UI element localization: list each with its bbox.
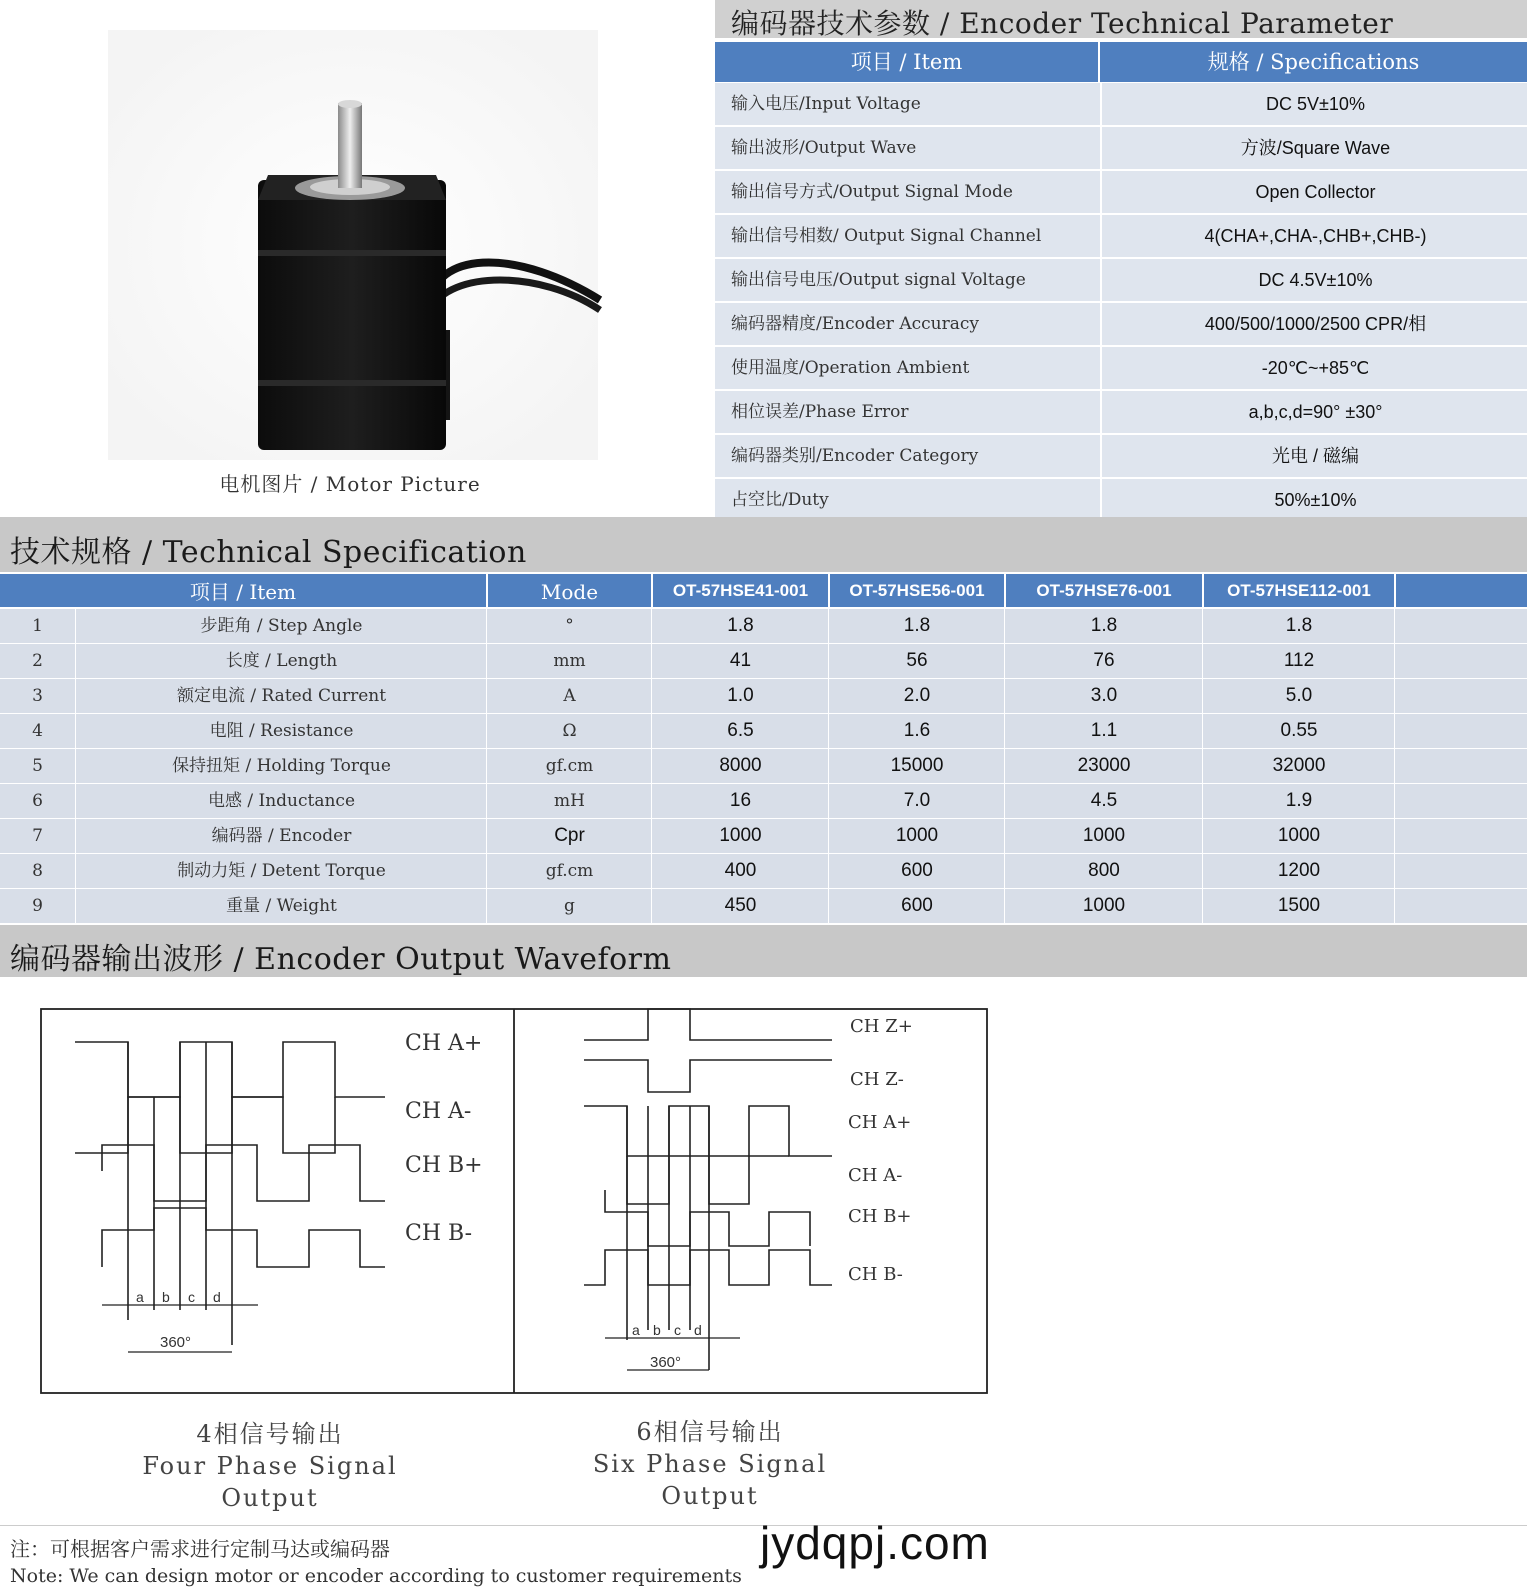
row-value: 0.55 xyxy=(1204,714,1395,748)
row-unit: Ω xyxy=(488,714,652,748)
row-item: 步距角 / Step Angle xyxy=(77,609,487,643)
encoder-row-spec: -20℃~+85℃ xyxy=(1100,347,1527,389)
motor-picture-caption: 电机图片 / Motor Picture xyxy=(219,472,481,496)
row-unit: gf.cm xyxy=(488,749,652,783)
row-item: 编码器 / Encoder xyxy=(77,819,487,853)
four-phase-phase-label: c xyxy=(188,1289,195,1305)
row-value: 15000 xyxy=(830,749,1005,783)
row-value: 450 xyxy=(653,889,829,923)
table-row xyxy=(0,644,1527,679)
table-row xyxy=(0,889,1527,924)
row-value: 1.9 xyxy=(1204,784,1395,818)
row-number: 3 xyxy=(0,679,76,713)
four-phase-period-label: 360° xyxy=(160,1334,192,1351)
motor-image xyxy=(0,0,715,470)
row-item: 长度 / Length xyxy=(77,644,487,678)
encoder-row-item: 相位误差/Phase Error xyxy=(731,402,909,422)
table-row xyxy=(0,714,1527,749)
row-unit: ° xyxy=(488,609,652,643)
encoder-row-spec: Open Collector xyxy=(1100,171,1527,213)
row-value: 32000 xyxy=(1204,749,1395,783)
tech-header-mode: Mode xyxy=(488,574,651,607)
waveform-diagram xyxy=(0,990,1000,1400)
encoder-row xyxy=(715,83,1527,127)
six-phase-caption xyxy=(540,1416,880,1512)
row-value: 1.0 xyxy=(653,679,829,713)
encoder-row xyxy=(715,435,1527,479)
encoder-row-spec: 方波/Square Wave xyxy=(1100,127,1527,169)
row-value: 3.0 xyxy=(1006,679,1203,713)
row-value: 1000 xyxy=(1204,819,1395,853)
six-phase-channel-label: CH A+ xyxy=(848,1112,912,1133)
table-row xyxy=(0,679,1527,714)
tech-spec-section-title: 技术规格 / Technical Specification xyxy=(10,535,527,570)
row-item: 额定电流 / Rated Current xyxy=(77,679,487,713)
encoder-row-spec: DC 4.5V±10% xyxy=(1100,259,1527,301)
row-unit: g xyxy=(488,889,652,923)
row-value: 1.8 xyxy=(1006,609,1203,643)
row-item: 制动力矩 / Detent Torque xyxy=(77,854,487,888)
six-phase-phase-label: b xyxy=(653,1322,661,1338)
encoder-row xyxy=(715,303,1527,347)
tech-header-model: OT-57HSE112-001 xyxy=(1204,574,1394,607)
encoder-header-spec: 规格 / Specifications xyxy=(1100,42,1527,82)
encoder-row-item: 占空比/Duty xyxy=(731,490,829,510)
row-unit: Cpr xyxy=(488,819,652,853)
row-number: 6 xyxy=(0,784,76,818)
encoder-row-spec: 50%±10% xyxy=(1100,479,1527,521)
table-row xyxy=(0,784,1527,819)
four-phase-channel-label: CH A+ xyxy=(405,1031,483,1056)
row-value: 1.6 xyxy=(830,714,1005,748)
six-phase-phase-label: a xyxy=(632,1322,640,1338)
encoder-row xyxy=(715,391,1527,435)
waveform-section-title: 编码器输出波形 / Encoder Output Waveform xyxy=(10,942,672,977)
row-value: 1.8 xyxy=(653,609,829,643)
table-row xyxy=(0,609,1527,644)
four-phase-channel-label: CH B+ xyxy=(405,1153,483,1178)
footer-note-cn: 注：可根据客户需求进行定制马达或编码器 xyxy=(10,1537,390,1561)
row-number: 1 xyxy=(0,609,76,643)
row-value: 1.8 xyxy=(1204,609,1395,643)
encoder-row-spec: 光电 / 磁编 xyxy=(1100,435,1527,477)
four-phase-channel-label: CH A- xyxy=(405,1099,472,1124)
table-row xyxy=(0,819,1527,854)
row-value: 2.0 xyxy=(830,679,1005,713)
row-number: 9 xyxy=(0,889,76,923)
row-item: 电阻 / Resistance xyxy=(77,714,487,748)
encoder-row-item: 输出信号电压/Output signal Voltage xyxy=(731,270,1026,290)
row-value: 1000 xyxy=(653,819,829,853)
row-value: 41 xyxy=(653,644,829,678)
encoder-row-spec: 400/500/1000/2500 CPR/相 xyxy=(1100,303,1527,345)
row-value: 1000 xyxy=(1006,889,1203,923)
six-phase-period-label: 360° xyxy=(650,1354,682,1371)
row-number: 7 xyxy=(0,819,76,853)
six-phase-phase-label: c xyxy=(674,1322,681,1338)
row-unit: gf.cm xyxy=(488,854,652,888)
row-value: 6.5 xyxy=(653,714,829,748)
four-phase-phase-label: d xyxy=(213,1289,221,1305)
encoder-row-item: 编码器精度/Encoder Accuracy xyxy=(731,314,979,334)
row-value: 1000 xyxy=(830,819,1005,853)
row-number: 2 xyxy=(0,644,76,678)
encoder-row xyxy=(715,215,1527,259)
encoder-section-title: 编码器技术参数 / Encoder Technical Parameter xyxy=(731,7,1394,40)
tech-header-empty xyxy=(1396,574,1527,607)
encoder-row xyxy=(715,127,1527,171)
row-value: 800 xyxy=(1006,854,1203,888)
six-phase-channel-label: CH A- xyxy=(848,1165,903,1186)
six-phase-caption-cn: 6相信号输出 xyxy=(636,1418,784,1446)
row-value: 4.5 xyxy=(1006,784,1203,818)
four-phase-caption xyxy=(100,1418,440,1514)
six-phase-channel-label: CH B+ xyxy=(848,1206,912,1227)
encoder-row-item: 输出波形/Output Wave xyxy=(731,138,917,158)
six-phase-channel-label: CH B- xyxy=(848,1264,903,1285)
four-phase-caption-cn: 4相信号输出 xyxy=(196,1420,344,1448)
tech-header-item: 项目 / Item xyxy=(0,574,486,607)
table-row xyxy=(0,749,1527,784)
encoder-row-spec: a,b,c,d=90° ±30° xyxy=(1100,391,1527,433)
encoder-row-spec: DC 5V±10% xyxy=(1100,83,1527,125)
row-value: 1.1 xyxy=(1006,714,1203,748)
row-value: 16 xyxy=(653,784,829,818)
four-phase-phase-label: a xyxy=(136,1289,144,1305)
encoder-header-item: 项目 / Item xyxy=(715,42,1098,82)
encoder-row xyxy=(715,347,1527,391)
row-value: 112 xyxy=(1204,644,1395,678)
four-phase-channel-label: CH B- xyxy=(405,1221,473,1246)
row-item: 电感 / Inductance xyxy=(77,784,487,818)
row-number: 5 xyxy=(0,749,76,783)
encoder-row-spec: 4(CHA+,CHA-,CHB+,CHB-) xyxy=(1100,215,1527,257)
encoder-row-item: 使用温度/Operation Ambient xyxy=(731,358,970,378)
four-phase-caption-en: Four Phase Signal Output xyxy=(142,1452,398,1512)
encoder-row-item: 输入电压/Input Voltage xyxy=(731,94,921,114)
row-unit: A xyxy=(488,679,652,713)
row-value: 600 xyxy=(830,889,1005,923)
encoder-row-item: 输出信号相数/ Output Signal Channel xyxy=(731,226,1042,246)
row-value: 1200 xyxy=(1204,854,1395,888)
row-item: 重量 / Weight xyxy=(77,889,487,923)
row-value: 23000 xyxy=(1006,749,1203,783)
row-value: 1.8 xyxy=(830,609,1005,643)
row-value: 76 xyxy=(1006,644,1203,678)
row-value: 1500 xyxy=(1204,889,1395,923)
motor-picture-panel xyxy=(0,0,715,515)
encoder-row-item: 输出信号方式/Output Signal Mode xyxy=(731,182,1013,202)
row-value: 600 xyxy=(830,854,1005,888)
row-value: 7.0 xyxy=(830,784,1005,818)
footer-note-en: Note: We can design motor or encoder according to customer requirements xyxy=(10,1565,742,1587)
encoder-row xyxy=(715,171,1527,215)
row-value: 5.0 xyxy=(1204,679,1395,713)
watermark-text: jydqpj.com xyxy=(760,1517,990,1569)
tech-header-model: OT-57HSE56-001 xyxy=(830,574,1004,607)
six-phase-channel-label: CH Z+ xyxy=(850,1016,913,1037)
row-item: 保持扭矩 / Holding Torque xyxy=(77,749,487,783)
tech-header-model: OT-57HSE76-001 xyxy=(1006,574,1202,607)
row-value: 400 xyxy=(653,854,829,888)
encoder-row-item: 编码器类别/Encoder Category xyxy=(731,446,979,466)
row-value: 1000 xyxy=(1006,819,1203,853)
tech-header-model: OT-57HSE41-001 xyxy=(653,574,828,607)
table-row xyxy=(0,854,1527,889)
row-number: 8 xyxy=(0,854,76,888)
row-number: 4 xyxy=(0,714,76,748)
row-unit: mH xyxy=(488,784,652,818)
six-phase-channel-label: CH Z- xyxy=(850,1069,904,1090)
row-value: 8000 xyxy=(653,749,829,783)
six-phase-phase-label: d xyxy=(694,1322,702,1338)
row-value: 56 xyxy=(830,644,1005,678)
encoder-row xyxy=(715,259,1527,303)
four-phase-phase-label: b xyxy=(162,1289,170,1305)
row-unit: mm xyxy=(488,644,652,678)
six-phase-caption-en: Six Phase Signal Output xyxy=(592,1450,828,1510)
